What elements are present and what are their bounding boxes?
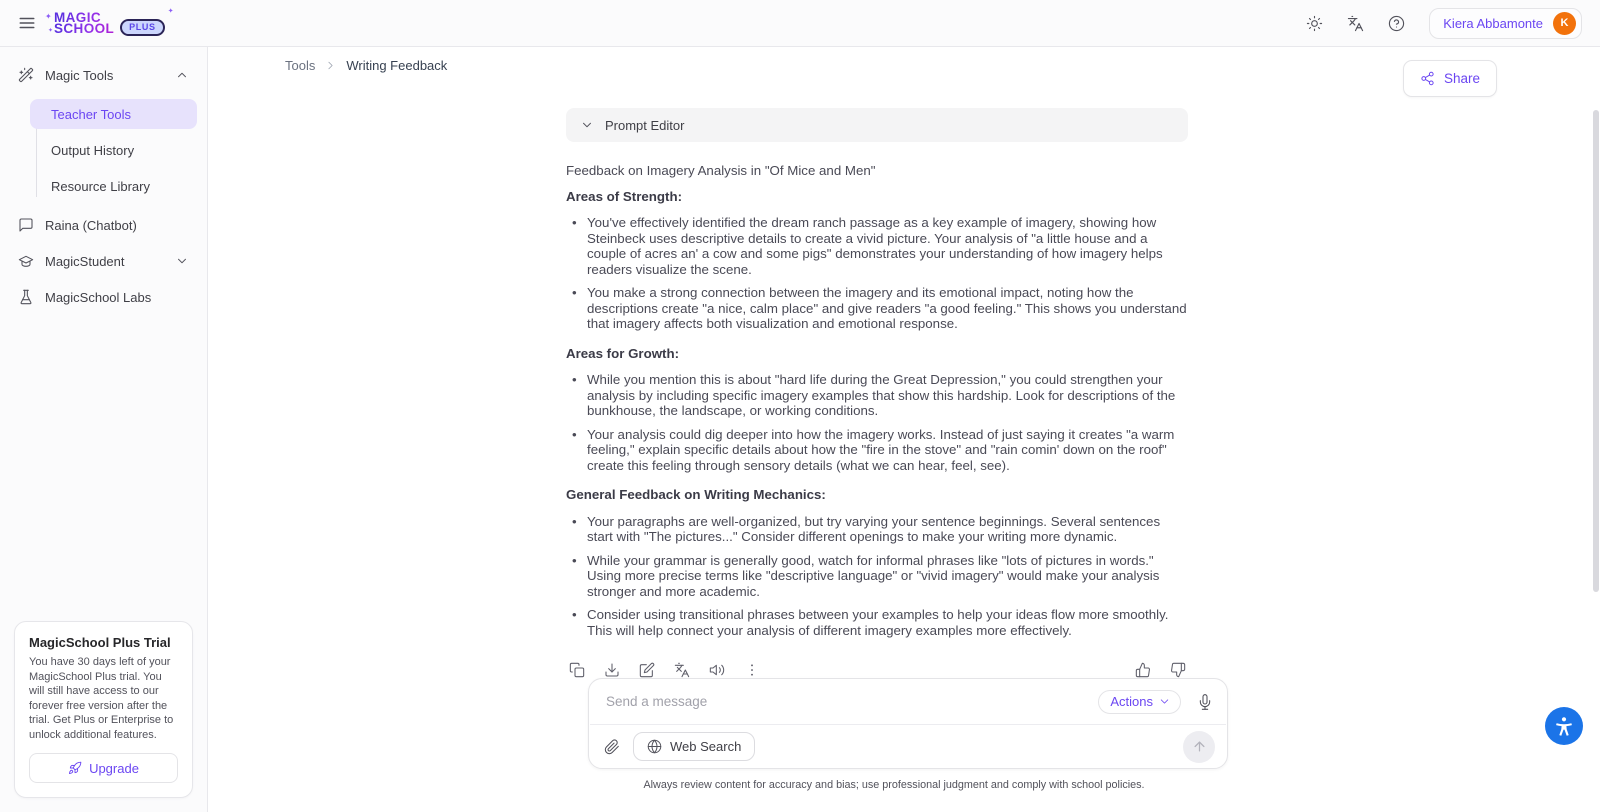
share-label: Share — [1443, 71, 1480, 86]
bullet-item: • You make a strong connection between the imagery and its emotional impact, noting how the descriptions create "a nice, calm place" and give readers "a good feeling." This shows you understand that imagery affects both visualization and emotional response. — [566, 285, 1188, 332]
breadcrumb-tools-link[interactable]: Tools — [285, 58, 316, 73]
thumbs-down-icon[interactable] — [1170, 662, 1186, 678]
message-composer — [588, 678, 1228, 769]
graduation-cap-icon — [18, 253, 34, 269]
bullet-item: • You've effectively identified the dream ranch passage as a key example of imagery, showing how Steinbeck uses descriptive details to create a vivid picture. Your analysis of "a little house and a couple of acres an' a cow and some pigs" demonstrates your understanding of how imagery helps readers visualize the scene. — [566, 215, 1188, 277]
user-menu[interactable] — [1429, 8, 1582, 39]
user-name: Kiera Abbamonte — [1443, 15, 1543, 31]
section-heading: General Feedback on Writing Mechanics: — [566, 487, 826, 502]
sparkle-icon: ✦ — [48, 27, 54, 34]
bullet-item: • While you mention this is about "hard life during the Great Depression," you could strengthen your analysis by including specific imagery examples that show this hardship. Look for descriptions of the bunkhouse, the landscape, or working conditions. — [566, 372, 1188, 419]
theme-toggle-icon[interactable] — [1306, 15, 1323, 32]
rocket-icon — [68, 761, 82, 775]
sparkle-icon: ✦ — [167, 7, 174, 15]
message-input[interactable] — [606, 694, 1082, 709]
sidebar-item-magicstudent[interactable] — [8, 243, 199, 279]
chevron-up-icon — [175, 68, 189, 82]
bullet-item: • Consider using transitional phrases between your examples to help your ideas flow more smoothly. This will help connect your analysis of different imagery examples more effectively. — [566, 607, 1188, 638]
composer-bottom-row — [589, 725, 1227, 768]
help-icon[interactable] — [1388, 15, 1405, 32]
upgrade-label: Upgrade — [89, 760, 139, 776]
bullet-list — [566, 372, 1188, 473]
web-search-button[interactable] — [633, 732, 755, 761]
trial-card — [14, 621, 193, 798]
logo-line1: MAGIC — [54, 9, 101, 25]
download-icon[interactable] — [604, 662, 620, 678]
avatar: K — [1553, 12, 1576, 35]
bullet-item: • Your paragraphs are well-organized, but try varying your sentence beginnings. Several sentences start with "The pictures..." Consider different openings to make your writing more dynamic. — [566, 514, 1188, 545]
breadcrumb — [285, 58, 447, 73]
share-icon — [1420, 71, 1435, 86]
header-actions — [1306, 8, 1582, 39]
sidebar — [0, 47, 208, 812]
sidebar-item-output-history[interactable] — [30, 135, 197, 165]
sidebar-item-label: Raina (Chatbot) — [45, 217, 137, 233]
sidebar-item-magicschool-labs[interactable] — [8, 279, 199, 315]
logo-wordmark — [54, 9, 115, 36]
content-column — [566, 108, 1188, 678]
read-aloud-icon[interactable] — [709, 662, 725, 678]
prompt-editor-toggle[interactable] — [566, 108, 1188, 142]
sidebar-item-teacher-tools[interactable] — [30, 99, 197, 129]
share-button[interactable] — [1403, 60, 1497, 97]
copy-icon[interactable] — [569, 662, 585, 678]
sidebar-nav — [0, 47, 207, 325]
prompt-editor-label: Prompt Editor — [605, 117, 685, 133]
scrollbar-thumb[interactable] — [1593, 110, 1599, 592]
lab-flask-icon — [18, 289, 34, 305]
sidebar-item-label: Resource Library — [51, 178, 150, 194]
magic-tools-subnav — [30, 99, 197, 201]
actions-label: Actions — [1110, 693, 1153, 709]
attachment-icon[interactable] — [604, 739, 620, 755]
translate-icon[interactable] — [1347, 15, 1364, 32]
chevron-down-icon — [1158, 695, 1171, 708]
feedback-output — [566, 163, 1188, 638]
top-header — [0, 0, 1600, 47]
sparkle-icon: ✦ — [45, 11, 52, 21]
edit-icon[interactable] — [639, 662, 655, 678]
main-area — [208, 47, 1600, 812]
microphone-icon[interactable] — [1197, 694, 1213, 710]
output-title: Feedback on Imagery Analysis in "Of Mice and Men" — [566, 163, 876, 178]
sidebar-item-raina-chatbot[interactable] — [8, 207, 199, 243]
trial-title: MagicSchool Plus Trial — [29, 635, 171, 650]
trial-body: You have 30 days left of your MagicSchool Plus trial. You will still have access to our forever free version after the trial. Get Plus or Enterprise to unlock additional features. — [29, 656, 174, 741]
section-heading: Areas for Growth: — [566, 345, 680, 361]
upgrade-button[interactable] — [29, 753, 178, 783]
actions-dropdown[interactable] — [1098, 690, 1181, 714]
send-button[interactable] — [1183, 731, 1215, 763]
sidebar-item-label: Teacher Tools — [51, 106, 131, 122]
sidebar-item-label: Magic Tools — [45, 67, 114, 83]
chevron-down-icon — [580, 118, 594, 132]
plus-badge: PLUS — [120, 19, 164, 36]
bullet-list — [566, 215, 1188, 332]
more-options-icon[interactable] — [744, 662, 760, 678]
breadcrumb-current: Writing Feedback — [346, 58, 448, 73]
sidebar-item-magic-tools[interactable] — [8, 57, 199, 93]
sidebar-item-label: MagicSchool Labs — [45, 289, 152, 305]
section-heading: Areas of Strength: — [566, 188, 682, 204]
chevron-down-icon — [175, 254, 189, 268]
sidebar-item-resource-library[interactable] — [30, 171, 197, 201]
output-actions-row — [566, 662, 1188, 678]
sidebar-item-label: Output History — [51, 142, 135, 158]
accessibility-button[interactable] — [1545, 707, 1583, 745]
web-search-label: Web Search — [670, 739, 742, 754]
magic-wand-icon — [18, 67, 34, 83]
chevron-right-icon — [324, 59, 337, 72]
rating-group — [1135, 662, 1188, 678]
translate-icon[interactable] — [674, 662, 690, 678]
globe-icon — [647, 739, 662, 754]
chat-bubble-icon — [18, 217, 34, 233]
bullet-item: • While your grammar is generally good, watch for informal phrases like "lots of pictures in words." Using more precise terms like "descriptive language" or "vivid imagery" would make your analysis stronger and more academic. — [566, 553, 1188, 600]
menu-icon[interactable] — [18, 14, 36, 32]
sidebar-item-label: MagicStudent — [45, 253, 125, 269]
composer-top-row — [589, 679, 1227, 724]
thumbs-up-icon[interactable] — [1135, 662, 1151, 678]
logo-line2: SCHOOL — [54, 21, 115, 36]
magicschool-logo[interactable] — [45, 7, 174, 36]
bullet-item: • Your analysis could dig deeper into how the imagery works. Instead of just saying it creates "a warm feeling," explain specific details about how the "fire in the stove" and "rain comin' down on the roof" create this feeling through sensory details (what we can hear, feel, see). — [566, 427, 1188, 474]
disclaimer-text: Always review content for accuracy and bias; use professional judgment and comply with school policies. — [643, 779, 1145, 791]
arrow-up-icon — [1192, 739, 1207, 754]
bullet-list — [566, 514, 1188, 639]
accessibility-person-icon — [1552, 714, 1576, 738]
